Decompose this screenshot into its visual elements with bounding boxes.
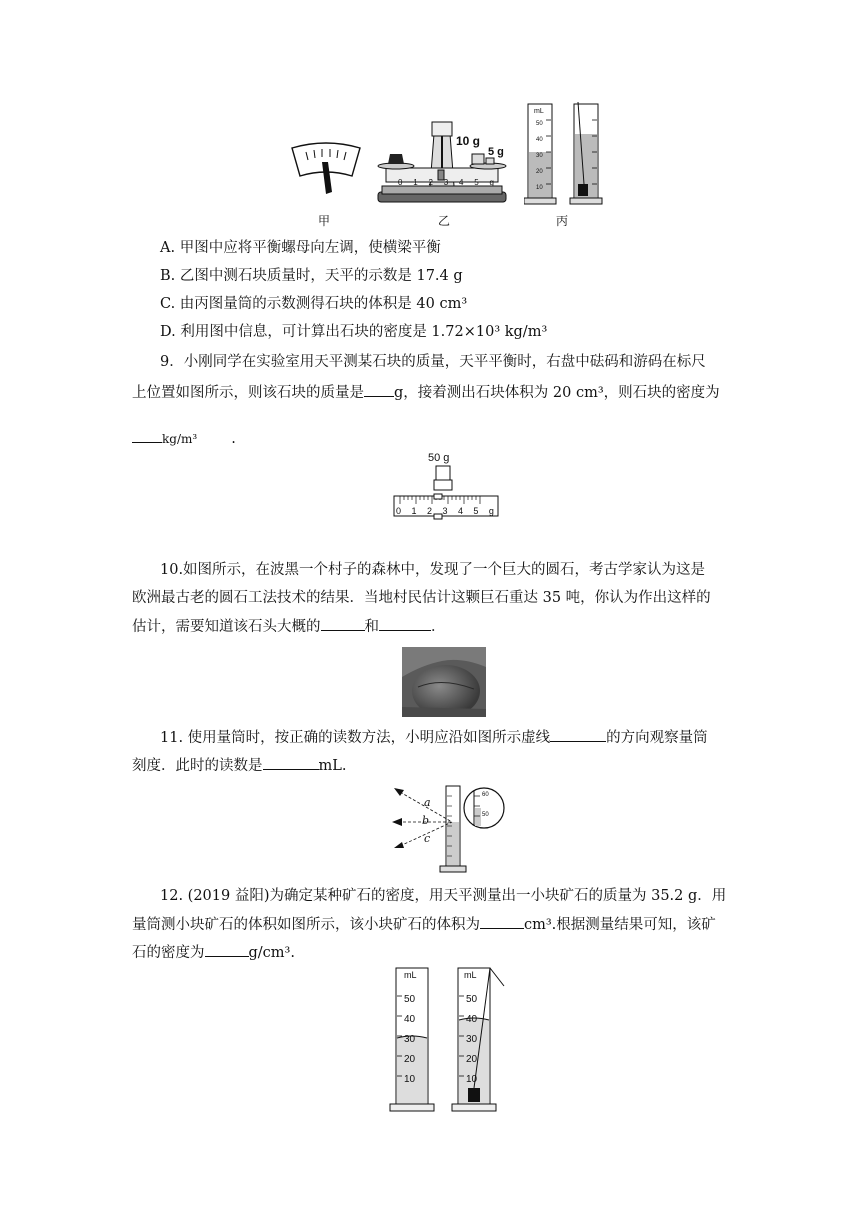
- ruler-tick: 0: [398, 178, 403, 187]
- cylinder-tick: 30: [466, 1034, 478, 1045]
- cylinder-unit-label: mL: [534, 108, 544, 115]
- q9-text: g，接着测出石块体积为 20 cm³，则石块的密度为: [394, 385, 720, 401]
- q12-line-1: 12. (2019 益阳)为确定某种矿石的密度，用天平测量出一小块矿石的质量为 35.2 g．用: [160, 888, 727, 904]
- cylinder-tick: 10: [466, 1074, 478, 1085]
- q9-line-2: [132, 382, 720, 403]
- ruler-tick: 3: [442, 506, 448, 516]
- q10-text: 和: [364, 619, 379, 635]
- ruler-tick: g: [489, 178, 494, 187]
- q9-mass-blank: [364, 382, 394, 397]
- cylinder-tick: 50: [536, 121, 543, 127]
- q11-text: 的方向观察量筒: [606, 730, 708, 746]
- q8-option-a: A. 甲图中应将平衡螺母向左调，使横梁平衡: [160, 240, 441, 256]
- figure-q8: [280, 96, 610, 236]
- cylinder-tick: 30: [536, 153, 543, 159]
- q9-period: .: [231, 431, 236, 447]
- q9-ruler-ticks: [396, 506, 494, 516]
- q11-blank-direction: [550, 727, 606, 742]
- q10-text: ．: [431, 619, 446, 635]
- cylinder-tick: 40: [404, 1014, 416, 1025]
- q9-weight-label: 50 g: [428, 452, 450, 464]
- cylinder-tick: 20: [466, 1054, 478, 1065]
- ruler-tick: 1: [411, 506, 417, 516]
- figure-label-jia: 甲: [318, 214, 331, 228]
- q8-option-c: C. 由丙图量筒的示数测得石块的体积是 40 cm³: [160, 296, 468, 312]
- balance-ruler-ticks: [398, 178, 494, 187]
- ruler-tick: 2: [426, 506, 432, 516]
- cylinder-tick: 50: [466, 994, 478, 1005]
- cylinder-ticks-right: [466, 990, 477, 1090]
- q8-option-b: B. 乙图中测石块质量时，天平的示数是 17.4 g: [160, 268, 463, 284]
- q10-blank-2: [379, 616, 431, 631]
- q12-volume-blank: [480, 914, 524, 929]
- q9-line-1: 9．小刚同学在实验室用天平测某石块的质量，天平平衡时，右盘中砝码和游码在标尺: [160, 354, 706, 370]
- figure-label-bing: 丙: [556, 214, 569, 228]
- q10-line-3: [132, 616, 446, 637]
- cylinder-tick: 10: [404, 1074, 416, 1085]
- zoom-tick-60: 60: [482, 792, 489, 798]
- cylinder-ticks-left: [404, 990, 415, 1090]
- q9-line-3: [132, 428, 236, 449]
- ruler-tick: 2: [428, 178, 433, 187]
- q11-text: mL.: [318, 758, 347, 774]
- ruler-tick: 5: [473, 506, 479, 516]
- ruler-tick: 5: [474, 178, 479, 187]
- weight-10g-label: 10 g: [456, 134, 481, 148]
- q11-text: 11. 使用量筒时，按正确的读数方法，小明应沿如图所示虚线: [160, 730, 551, 746]
- ruler-tick: 3: [443, 178, 449, 187]
- q9-density-blank: [132, 428, 162, 443]
- q9-unit: kg/m³: [162, 432, 198, 446]
- q11-line-2: [132, 755, 347, 776]
- direction-label-a: a: [424, 796, 431, 809]
- cylinder-unit-label-left: mL: [404, 970, 417, 980]
- q12-density-blank: [205, 942, 249, 957]
- q12-line-3: [132, 942, 295, 963]
- q12-text: cm³.根据测量结果可知，该矿: [524, 917, 716, 933]
- cylinder-tick: 20: [404, 1054, 416, 1065]
- ruler-tick: 4: [457, 506, 463, 516]
- q11-blank-reading: [263, 755, 319, 770]
- ruler-tick: 0: [396, 506, 402, 516]
- q12-text: g/cm³.: [248, 945, 295, 961]
- zoom-tick-50: 50: [482, 812, 489, 818]
- cylinder-ticks: [536, 116, 552, 196]
- cylinder-tick: 40: [466, 1014, 478, 1025]
- cylinder-tick: 20: [536, 169, 543, 175]
- boulder-photo: [402, 647, 486, 717]
- q9-text: 上位置如图所示，则该石块的质量是: [132, 385, 364, 401]
- q12-line-2: [132, 914, 716, 935]
- cylinder-tick: 10: [536, 185, 543, 191]
- q10-line-2: 欧洲最古老的圆石工法技术的结果．当地村民估计这颗巨石重达 35 吨，你认为作出这样的: [132, 590, 711, 606]
- ruler-tick: 4: [459, 178, 464, 187]
- cylinder-tick: 30: [404, 1034, 416, 1045]
- q11-line-1: [160, 727, 708, 748]
- q12-text: 石的密度为: [132, 945, 205, 961]
- q10-blank-1: [321, 616, 365, 631]
- q11-text: 刻度．此时的读数是: [132, 758, 263, 774]
- q8-option-d: D. 利用图中信息，可计算出石块的密度是 1.72×10³ kg/m³: [160, 324, 548, 340]
- direction-label-b: b: [422, 814, 430, 827]
- cylinder-unit-label-right: mL: [464, 970, 477, 980]
- weight-5g-label: 5 g: [488, 146, 504, 158]
- direction-label-c: c: [424, 832, 431, 845]
- q10-text: 估计，需要知道该石头大概的: [132, 619, 321, 635]
- ruler-tick: g: [488, 506, 494, 516]
- q10-line-1: 10.如图所示，在波黑一个村子的森林中，发现了一个巨大的圆石，考古学家认为这是: [160, 562, 706, 578]
- ruler-tick: 1: [413, 178, 418, 187]
- balance-figure: [372, 114, 512, 209]
- balance-pointer-figure: [286, 140, 366, 200]
- cylinder-tick: 50: [404, 994, 416, 1005]
- cylinder-tick: 40: [536, 137, 543, 143]
- figure-label-yi: 乙: [438, 214, 451, 228]
- q12-text: 量筒测小块矿石的体积如图所示，该小块矿石的体积为: [132, 917, 480, 933]
